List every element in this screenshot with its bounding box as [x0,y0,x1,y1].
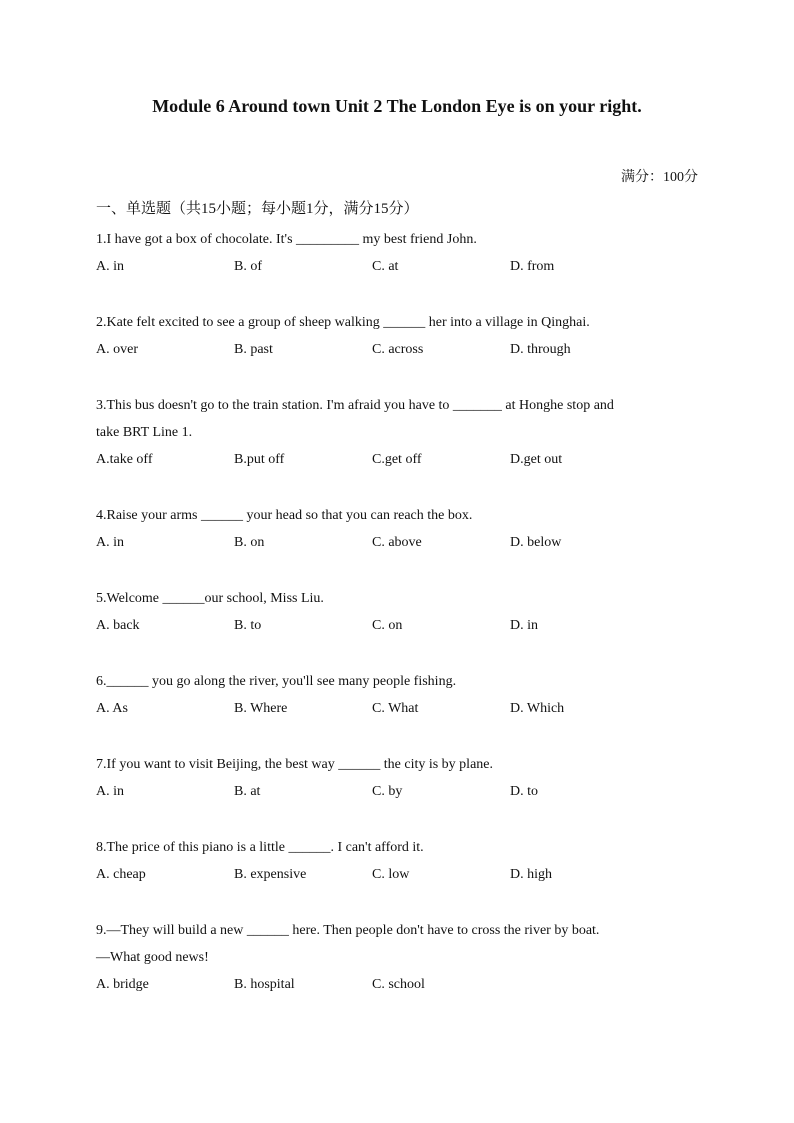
answer-options [96,529,696,557]
question-stem: 9.—They will build a new ______ here. Then people don't have to cross the river by boat. [96,923,600,938]
answer-options [96,336,696,364]
question-list [96,226,696,1027]
section-heading: 一、单选题（共15小题；每小题1分，满分15分） [96,201,419,217]
answer-option: B. past [234,342,273,357]
question-stem: 1.I have got a box of chocolate. It's _________ my best friend John. [96,232,477,247]
answer-option: A. over [96,342,138,357]
total-score: 满分：100分 [621,170,698,185]
answer-options [96,612,696,640]
question-stem: 2.Kate felt excited to see a group of sheep walking ______ her into a village in Qinghai. [96,315,590,330]
answer-option: D. Which [510,701,565,716]
question-1 [96,226,696,281]
answer-option: C. by [372,784,403,799]
question-9 [96,917,696,999]
question-8 [96,834,696,889]
answer-options [96,695,696,723]
answer-option: A. in [96,535,124,550]
question-2 [96,309,696,364]
answer-option: C. above [372,535,422,550]
question-stem: 6.______ you go along the river, you'll see many people fishing. [96,674,457,689]
answer-option: D. from [510,259,555,274]
answer-option: A. in [96,784,124,799]
page-title: Module 6 Around town Unit 2 The London Eye is on your right. [152,96,642,116]
question-stem: 4.Raise your arms ______ your head so that you can reach the box. [96,508,473,523]
answer-option: D.get out [510,452,563,467]
answer-option: B. at [234,784,261,799]
answer-option: C. low [372,867,410,882]
answer-option: C. at [372,259,399,274]
answer-option: A. As [96,701,128,716]
question-5 [96,585,696,640]
answer-option: A.take off [96,452,153,467]
answer-option: C. across [372,342,424,357]
answer-option: B. of [234,259,262,274]
answer-option: C.get off [372,452,422,467]
answer-options [96,446,696,474]
answer-options [96,971,696,999]
answer-option: B. expensive [234,867,307,882]
answer-option: B. on [234,535,265,550]
answer-option: D. below [510,535,562,550]
answer-option: D. to [510,784,538,799]
answer-option: B. Where [234,701,288,716]
answer-option: A. back [96,618,140,633]
answer-option: C. school [372,977,425,992]
question-stem: 3.This bus doesn't go to the train station. I'm afraid you have to _______ at Honghe stop and [96,398,614,413]
answer-option: B. to [234,618,262,633]
answer-options [96,778,696,806]
question-stem: 8.The price of this piano is a little ______. I can't afford it. [96,840,424,855]
answer-option: A. in [96,259,124,274]
question-3 [96,392,696,474]
answer-option: D. in [510,618,538,633]
answer-option: D. through [510,342,571,357]
question-stem: —What good news! [96,950,209,965]
answer-options [96,861,696,889]
answer-option: A. cheap [96,867,146,882]
answer-options [96,253,696,281]
answer-option: A. bridge [96,977,149,992]
answer-option: C. What [372,701,419,716]
question-stem: take BRT Line 1. [96,425,193,440]
question-stem: 7.If you want to visit Beijing, the best way ______ the city is by plane. [96,757,493,772]
question-6 [96,668,696,723]
answer-option: B.put off [234,452,285,467]
question-4 [96,502,696,557]
question-7 [96,751,696,806]
answer-option: B. hospital [234,977,295,992]
answer-option: C. on [372,618,403,633]
question-stem: 5.Welcome ______our school, Miss Liu. [96,591,324,606]
answer-option: D. high [510,867,552,882]
